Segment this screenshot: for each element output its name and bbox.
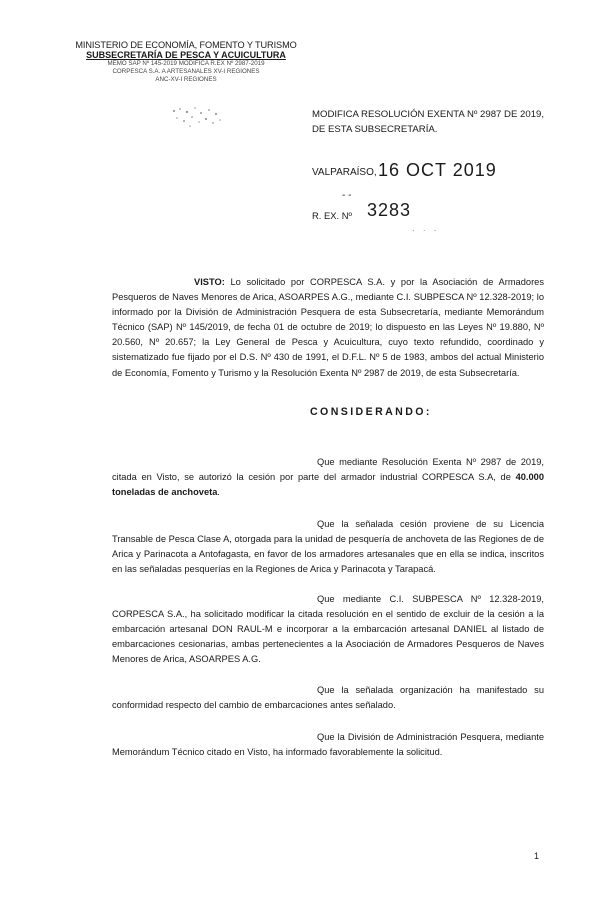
- considerando-1: [112, 455, 544, 500]
- considerando-4-text: Que la señalada organización ha manifestado su conformidad respecto del cambio de embarcaciones antes señalado.: [112, 685, 544, 711]
- page-number: 1: [534, 851, 540, 861]
- considerando-1-end: .: [217, 487, 220, 498]
- considerando-3-text: Que mediante C.I. SUBPESCA Nº 12.328-2019, CORPESCA S.A., ha solicitado modificar la citada resolución en el sentido de excluir de la cesión a la embarcación artesanal DON RAUL-M e incorporar a la embarcación artesanal DANIEL al listado de embarcaciones cesionarias, ambas pertenecientes a la Asociación de Armadores Pesqueros de Naves Menores de Arica, ASOARPES A.G.: [112, 594, 544, 665]
- dateline-mark: - -: [342, 190, 352, 201]
- resolution-number-label: R. EX. Nº: [312, 210, 352, 221]
- considerando-2-text: Que la señalada cesión proviene de su Licencia Transable de Pesca Clase A, otorgada para la unidad de pesquería de anchoveta de las Regiones de de Arica y Parinacota a Antofagasta, en favor de los armadores artesanales que en ella se indica, inscritos en las señaladas pesquerías en la Regiones de Arica y Parinacota y Tarapacá.: [112, 519, 544, 575]
- resolution-number: 3283: [367, 200, 412, 220]
- dateline-place: VALPARAÍSO,: [312, 167, 377, 178]
- considerando-1-bold: 40.000 toneladas de anchoveta: [112, 472, 544, 498]
- visto-label: VISTO:: [194, 277, 225, 287]
- considerando-5-text: Que la División de Administración Pesquera, mediante Memorándum Técnico citado en Visto, ha informado favorablemente la solicitud.: [112, 732, 544, 758]
- visto-text: Lo solicitado por CORPESCA S.A. y por la Asociación de Armadores Pesqueros de Naves Menores de Arica, ASOARPES A.G., mediante C.I. SUBPESCA Nº 12.328-2019; lo informado por la División de Administración Pesquera de esta Subsecretaría, mediante Memorándum Técnico (SAP) Nº 145/2019, de fecha 01 de octubre de 2019; lo dispuesto en las Leyes Nº 19.880, Nº 20.560, Nº 20.657; la Ley General de Pesca y Acuicultura, cuyo texto refundido, coordinado y sistematizado fue fijado por el D.S. Nº 430 de 1991, el D.F.L. Nº 5 de 1983, ambos del actual Ministerio de Economía, Fomento y Turismo y la Resolución Exenta Nº 2987 de 2019, de esta Subsecretaría.: [112, 277, 544, 378]
- considerando-4: [112, 683, 544, 713]
- visto-paragraph: [112, 275, 544, 381]
- file-reference-2: CORPESCA S.A. A ARTESANALES XV-I REGIONES: [112, 68, 260, 75]
- considerando-heading: CONSIDERANDO:: [310, 406, 432, 418]
- subsecretary-name: SUBSECRETARÍA DE PESCA Y ACUICULTURA: [86, 50, 286, 60]
- letterhead: [66, 40, 306, 84]
- resolution-reference-title: MODIFICA RESOLUCIÓN EXENTA Nº 2987 DE 2019, DE ESTA SUBSECRETARÍA.: [312, 109, 545, 135]
- considerando-2: [112, 517, 544, 577]
- considerando-5: [112, 730, 544, 760]
- considerando-1-text: Que mediante Resolución Exenta Nº 2987 de 2019, citada en Visto, se autorizó la cesión por parte del armador industrial CORPESCA S.A, de: [112, 457, 544, 483]
- ink-stamp-mark: [168, 103, 228, 131]
- dateline-date: 16 OCT 2019: [378, 160, 497, 180]
- file-reference-3: ANC-XV-I REGIONES: [155, 76, 217, 83]
- ministry-name: MINISTERIO DE ECONOMÍA, FOMENTO Y TURISMO: [75, 40, 297, 50]
- file-reference-1: MEMO SAP Nº 145-2019 MODIFICA R.EX Nº 2987-2019: [107, 60, 265, 67]
- considerando-3: [112, 592, 544, 667]
- dateline-dots: · · ·: [412, 226, 440, 235]
